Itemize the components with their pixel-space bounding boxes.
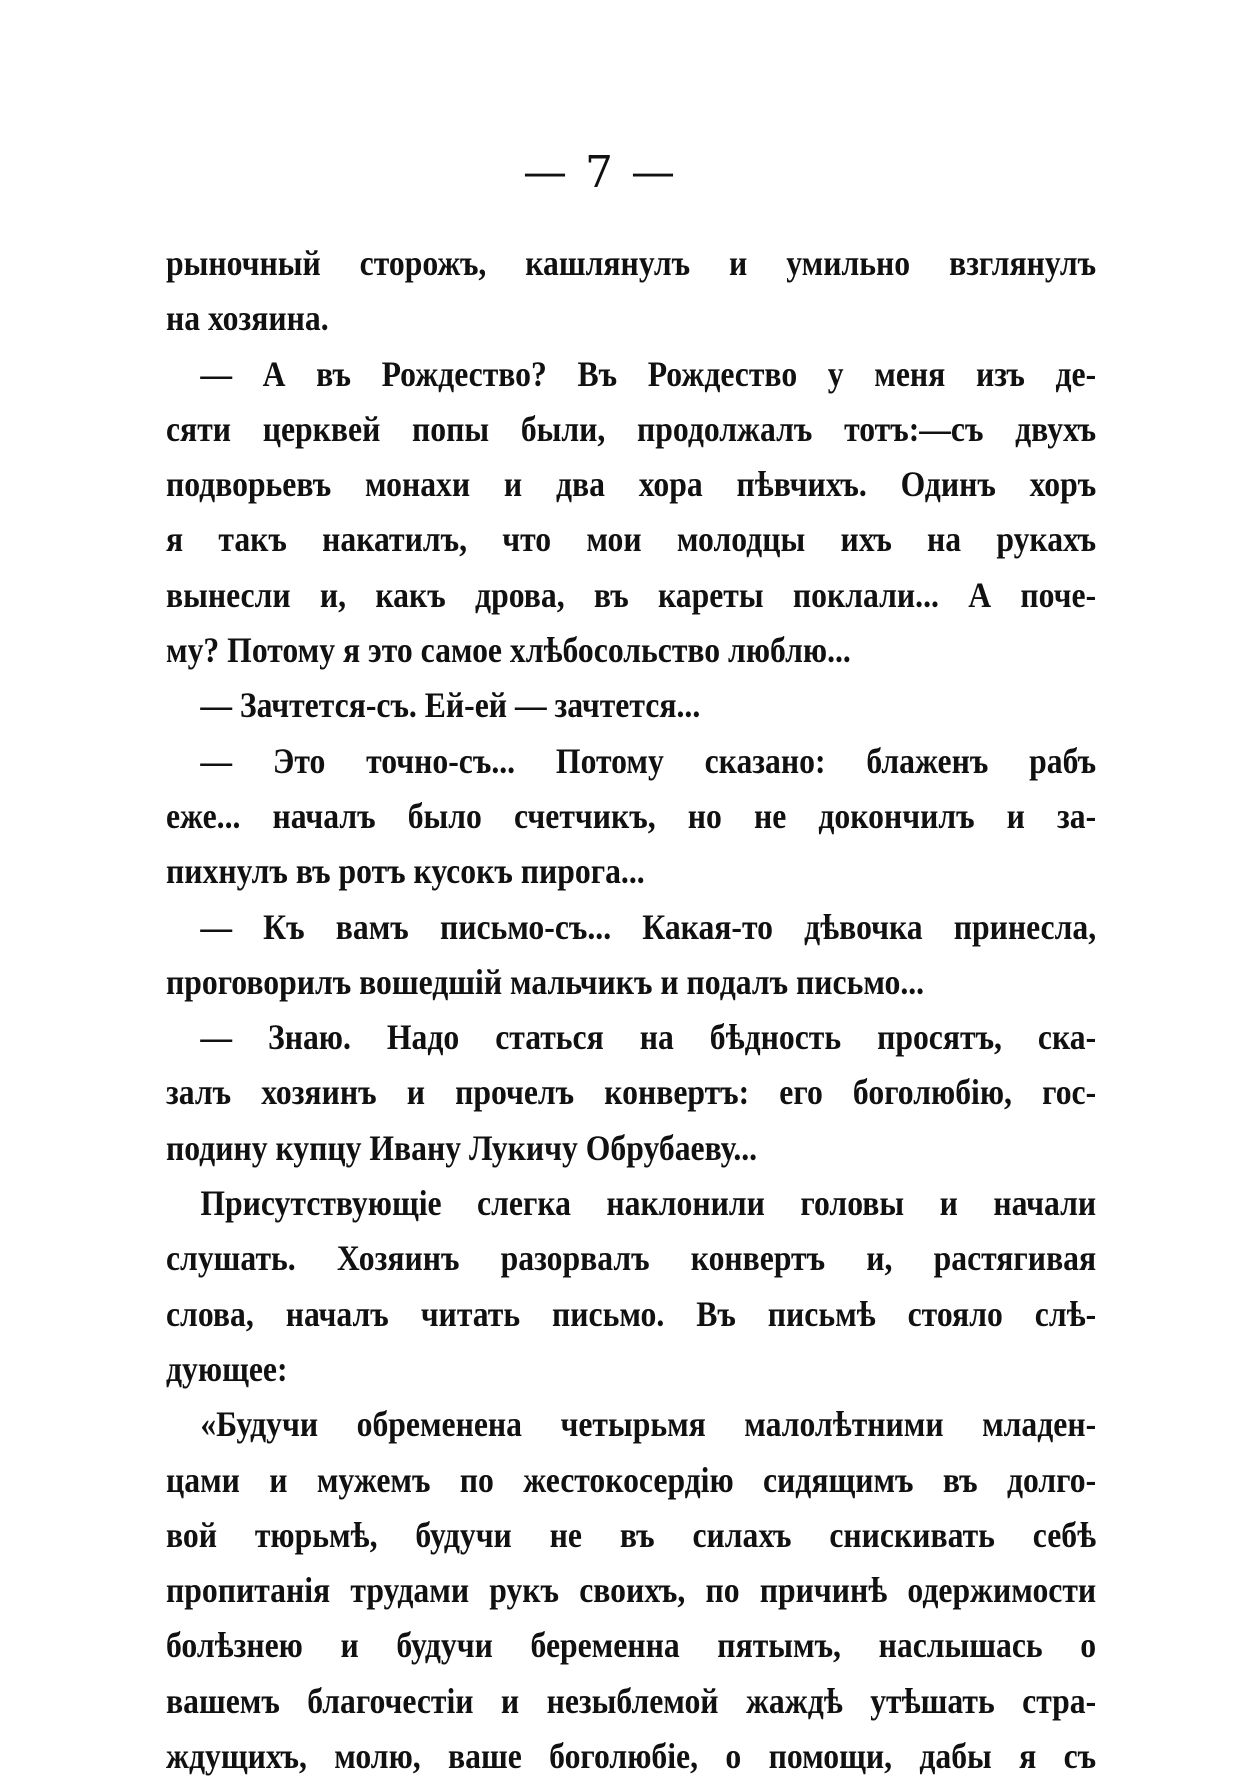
text-line: подворьевъ монахи и два хора пѣвчихъ. Одинъ хоръ bbox=[166, 464, 1097, 505]
text-line: рыночный сторожъ, кашлянулъ и умильно взглянулъ bbox=[166, 243, 1097, 283]
text-line: «Будучи обременена четырьмя малолѣтними младен- bbox=[200, 1404, 1097, 1445]
text-line: — Это точно-съ... Потому сказано: блаженъ рабъ bbox=[200, 740, 1097, 781]
text-line: я такъ накатилъ, что мои молодцы ихъ на рукахъ bbox=[166, 519, 1097, 560]
text-line: еже... началъ было счетчикъ, но не докончилъ и за- bbox=[166, 795, 1097, 836]
text-line: слушать. Хозяинъ разорвалъ конвертъ и, растягивая bbox=[166, 1238, 1097, 1279]
text-line: подину купцу Ивану Лукичу Обрубаеву... bbox=[166, 1127, 758, 1168]
text-line: — Зачтется-съ. Ей-ей — зачтется... bbox=[200, 685, 701, 726]
text-line: — Знаю. Надо статься на бѣдность просятъ, ска- bbox=[200, 1017, 1097, 1058]
text-line: пропитанія трудами рукъ своихъ, по причинѣ одержимости bbox=[166, 1570, 1097, 1611]
text-line: болѣзнею и будучи беременна пятымъ, наслышась о bbox=[166, 1625, 1097, 1666]
text-line: проговорилъ вошедшій мальчикъ и подалъ письмо... bbox=[166, 961, 925, 1002]
text-line: залъ хозяинъ и прочелъ конвертъ: его боголюбію, гос- bbox=[166, 1072, 1097, 1113]
text-line: — Къ вамъ письмо-съ... Какая-то дѣвочка принесла, bbox=[200, 906, 1097, 947]
text-line: вынесли и, какъ дрова, въ кареты поклали... А поче- bbox=[166, 574, 1097, 615]
body-text bbox=[166, 236, 1097, 1784]
text-line: ждущихъ, молю, ваше боголюбіе, о помощи, дабы я съ bbox=[166, 1736, 1097, 1777]
text-line: сяти церквей попы были, продолжалъ тотъ:—съ двухъ bbox=[166, 408, 1097, 449]
text-line: цами и мужемъ по жестокосердію сидящимъ въ долго- bbox=[166, 1459, 1097, 1500]
text-line: вой тюрьмѣ, будучи не въ силахъ снискивать себѣ bbox=[166, 1514, 1097, 1555]
text-line: — А въ Рождество? Въ Рождество у меня изъ де- bbox=[200, 353, 1097, 394]
text-line: му? Потому я это самое хлѣбосольство люблю... bbox=[166, 630, 851, 671]
text-line: дующее: bbox=[166, 1348, 288, 1389]
page-number: — 7 — bbox=[523, 147, 677, 198]
text-line: пихнулъ въ ротъ кусокъ пирога... bbox=[166, 851, 645, 892]
text-line: на хозяина. bbox=[166, 298, 329, 339]
text-line: вашемъ благочестіи и незыблемой жаждѣ утѣшать стра- bbox=[166, 1680, 1097, 1721]
text-line: Присутствующіе слегка наклонили головы и начали bbox=[200, 1183, 1097, 1224]
text-line: слова, началъ читать письмо. Въ письмѣ стояло слѣ- bbox=[166, 1293, 1097, 1334]
